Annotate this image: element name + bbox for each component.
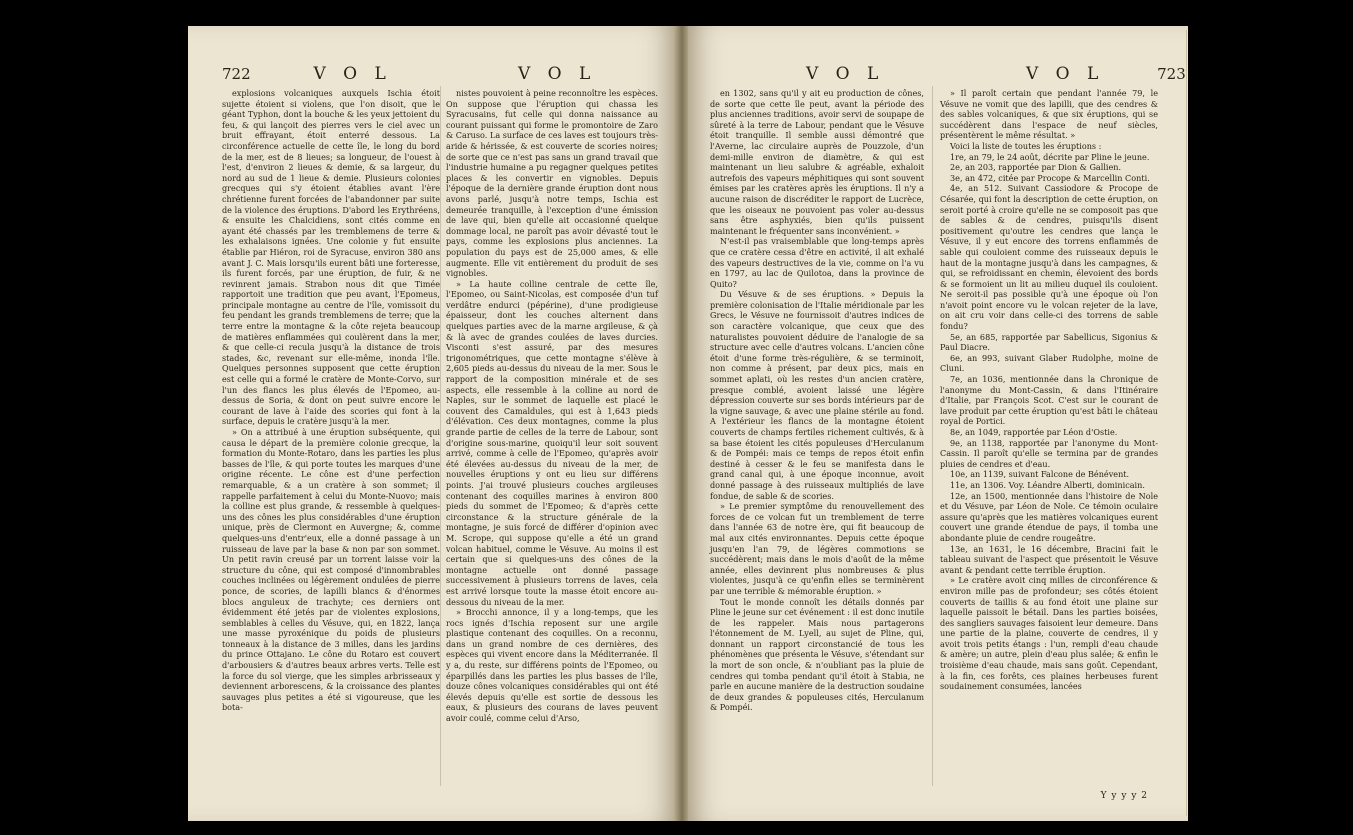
text-paragraph: 10e, an 1139, suivant Falcone de Bénévent. xyxy=(950,469,1130,480)
right-column-1 xyxy=(710,88,924,713)
right-page xyxy=(688,26,1188,821)
column-divider xyxy=(440,86,441,786)
right-page-header xyxy=(1026,64,1186,84)
text-paragraph: 4e, an 512. Suivant Cassiodore & Procope de Césarée, qui font la description de cette éruption, on seroit porté à croire qu'elle ne se composoit pas que de sables & de cendres, puisqu'ils disent positivement qu'outre les cendres que lança le Vésuve, il y eut encore des torrens enflammés de sable qui couloient comme des ruisseaux depuis le haut de la montagne jusqu'à dans les campagnes, & qui, se refroidissant en chemin, élevoient des bords & se formoient un lit au milieu duquel ils couloient. Ne seroit-il pas possible qu'à une époque où l'on n'avoit point encore vu le volcan rejeter de la lave, on ait cru voir dans celle-ci des torrens de sable fondu? xyxy=(940,183,1158,332)
text-paragraph: nistes pouvoient à peine reconnoître les espèces. On suppose que l'éruption qui chassa les Syracusains, fut celle qui donna naissance au courant puissant qui forme le promontoire de Zaro & Caruso. La surface de ces laves est toujours très-aride & hérissée, & est couverte de scories noires; de sorte que ce n'est pas sans un grand travail que l'industrie humaine a pu regagner quelques petites places & les convertir en vignobles. Depuis l'époque de la dernière grande éruption dont nous avons parlé, jusqu'à notre temps, Ischia est demeurée tranquille, à l'exception d'une émission de lave qui, bien qu'elle ait occasionné quelque dommage local, ne paroît pas avoir dévasté tout le pays, comme les explosions plus anciennes. La population du pays est de 25,000 ames, & elle augmente. Elle vit entièrement du produit de ses vignobles. xyxy=(446,88,658,279)
left-column-1 xyxy=(222,88,440,713)
right-header-title-2: V O L xyxy=(1026,64,1105,84)
text-paragraph: Voici la liste de toutes les éruptions : xyxy=(950,140,1102,151)
text-paragraph: 11e, an 1306. Voy. Léandre Alberti, dominicain. xyxy=(950,479,1145,490)
text-paragraph: » La haute colline centrale de cette île, l'Epomeo, ou Saint-Nicolas, est composée d'un tuf verdâtre endurci (pépérine), d'une prodigieuse épaisseur, dont les couches alternent dans quelques parties avec de la marne argileuse, & çà & là avec de grandes coulées de laves durcies. Visconti s'est assuré, par des mesures trigonométriques, que cette montagne s'élève à 2,605 pieds au-dessus du niveau de la mer. Sous le rapport de la composition minérale et de ses aspects, elle ressemble à la colline au nord de Naples, sur le sommet de laquelle est placé le couvent des Camaldules, qui est à 1,643 pieds d'élévation. Ces deux montagnes, comme la plus grande partie de celles de la terre de Labour, sont d'origine sous-marine, quoiqu'il leur soit souvent arrivé, comme à celle de l'Epomeo, qu'après avoir été élevées au-dessus du niveau de la mer, de nouvelles éruptions y ont eu lieu sur différens points. J'ai trouvé plusieurs couches argileuses contenant des coquilles marines à environ 800 pieds du sommet de l'Epomeo; & d'après cette circonstance & la structure générale de la montagne, je suis forcé de différer d'opinion avec M. Scrope, qui suppose qu'elle a été un grand volcan habituel, comme le Vésuve. Au moins il est certain que si quelques-uns des cônes de la montagne actuelle ont donné passage successivement à plusieurs torrens de laves, cela est arrivé lorsque toute la masse étoit encore au-dessous du niveau de la mer. xyxy=(446,278,658,607)
text-paragraph: 2e, an 203, rapportée par Dion & Gallien. xyxy=(950,162,1122,173)
text-paragraph: Tout le monde connoît les détails donnés par Pline le jeune sur cet événement : il est donc inutile de les rappeler. Mais nous partagerons l'étonnement de M. Lyell, au sujet de Pline, qui, donnant un rapport circonstancié de tous les phénomènes que présenta le Vésuve, s'étendant sur la mort de son oncle, & n'oubliant pas la pluie de cendres qui tomba pendant qu'il étoit à Stabia, ne parle en aucune manière de la destruction soudaine de deux grandes & populeuses cités, Herculanum & Pompéi. xyxy=(710,596,924,713)
text-paragraph: 1re, an 79, le 24 août, décrite par Pline le jeune. xyxy=(950,151,1150,162)
right-page-number: 723 xyxy=(1157,65,1186,83)
text-paragraph: 7e, an 1036, mentionnée dans la Chronique de l'anonyme du Mont-Cassin, & dans l'Itinéraire d'Italie, par François Scot. C'est sur le courant de lave produit par cette éruption qu'est bâti le château royal de Portici. xyxy=(940,374,1158,427)
text-paragraph: N'est-il pas vraisemblable que long-temps après que ce cratère cessa d'être en activité, il ait exhalé des vapeurs destructives de la vie, comme on l'a vu en 1797, au lac de Quilotoa, dans la province de Quito? xyxy=(710,236,924,289)
left-header-title-1: V O L xyxy=(313,64,392,84)
open-book xyxy=(188,26,1188,821)
page-signature: Y y y y 2 xyxy=(1100,791,1148,801)
text-paragraph: 8e, an 1049, rapportée par Léon d'Ostie. xyxy=(950,427,1118,437)
text-paragraph: 6e, an 993, suivant Glaber Rudolphe, moine de Cluni. xyxy=(940,352,1158,374)
right-header-title-1: V O L xyxy=(806,64,885,84)
text-paragraph: 13e, an 1631, le 16 décembre, Bracini fait le tableau suivant de l'aspect que présentoit le Vésuve avant & pendant cette terrible éruption. xyxy=(940,543,1158,575)
left-page xyxy=(188,26,676,821)
text-paragraph: 12e, an 1500, mentionnée dans l'histoire de Nole et du Vésuve, par Léon de Nole. Ce témoin oculaire assure qu'après que les matières volcaniques eurent couvert une grande étendue de pays, il tomba une abondante pluie de cendre rougeâtre. xyxy=(940,490,1158,543)
text-paragraph: 9e, an 1138, rapportée par l'anonyme du Mont-Cassin. Il paroît qu'elle se termina par de grandes pluies de cendres et d'eau. xyxy=(940,437,1158,469)
text-paragraph: explosions volcaniques auxquels Ischia étoit sujette étoient si violens, que l'on disoit, que le géant Typhon, dont la bouche & les yeux jettoient du feu, & qui lançoit des pierres vers le ciel avec un bruit effrayant, étoit enterré dessous. La circonférence actuelle de cette île, le long du bord de la mer, est de 8 lieues; sa longueur, de l'ouest à l'est, d'environ 2 lieues & demie, & sa largeur, du nord au sud de 1 lieue & demie. Plusieurs colonies grecques qui s'y étoient établies avant l'ère chrétienne furent forcées de l'abandonner par suite de la violence des éruptions. D'abord les Erythréens, & ensuite les Chalcidiens, sont cités comme en ayant été chassés par les tremblemens de terre & les exhalaisons ignées. Une colonie y fut ensuite établie par Hiéron, roi de Syracuse, environ 380 ans avant J. C. Mais lorsqu'ils eurent bâti une forteresse, ils furent forcés, par une éruption, de fuir, & ne revinrent jamais. Strabon nous dit que Timée rapportoit une tradition que peu avant, l'Epomeus, principale montagne au centre de l'île, vomissoit du feu pendant les grands tremblemens de terre; que la terre entre la montagne & la côte rejeta beaucoup de matières enflammées qui coulèrent dans la mer, & que celle-ci recula jusqu'à la distance de trois stades, &c, revenant sur elle-même, inonda l'île. Quelques personnes supposent que cette éruption est celle qui a formé le cratère de Monte-Corvo, sur l'un des flancs les plus élevés de l'Epomeo, au-dessus de Soria, & dont on peut suivre encore le courant de lave à l'aide des scories qui font à la surface, depuis le cratère jusqu'à la mer. xyxy=(222,88,440,427)
left-page-number: 722 xyxy=(222,65,251,83)
column-divider-right xyxy=(932,86,933,786)
text-paragraph: » Le cratère avoit cinq milles de circonférence & environ mille pas de profondeur; ses côtés étoient couverts de taillis & au fond étoit une plaine sur laquelle paissoit le bétail. Dans les parties boisées, des sangliers sauvages faisoient leur demeure. Dans une partie de la plaine, couverte de cendres, il y avoit trois petits étangs : l'un, rempli d'eau chaude & amère; un autre, plein d'eau plus salée; & enfin le troisième d'eau chaude, mais sans goût. Cependant, à la fin, ces forêts, ces plaines herbeuses furent soudainement consumées, lancées xyxy=(940,575,1158,692)
text-paragraph: 3e, an 472, citée par Procope & Marcellin Conti. xyxy=(950,172,1150,183)
text-paragraph: » Il paroît certain que pendant l'année 79, le Vésuve ne vomit que des lapilli, que des cendres & des sables volcaniques, & que six éruptions, qui se succédèrent dans l'espace de neuf siècles, présentèrent le même résultat. » xyxy=(940,88,1158,141)
left-column-2 xyxy=(446,88,658,724)
text-paragraph: 5e, an 685, rapportée par Sabellicus, Sigonius & Paul Diacre. xyxy=(940,331,1158,353)
text-paragraph: » Le premier symptôme du renouvellement des forces de ce volcan fut un tremblement de terre dans l'année 63 de notre ère, qui fit beaucoup de mal aux cités environnantes. Depuis cette époque jusqu'en l'an 79, de légères commotions se succédèrent; mais dans le mois d'août de la même année, elles devinrent plus nombreuses & plus violentes, jusqu'à ce qu'enfin elles se terminèrent par une terrible & mémorable éruption. » xyxy=(710,501,924,596)
right-column-2 xyxy=(940,88,1158,692)
text-paragraph: » On a attribué à une éruption subséquente, qui causa le départ de la première colonie grecque, la formation du Monte-Rotaro, dans les parties les plus basses de l'île, & qui porte toutes les marques d'une origine récente. Le cône est d'une perfection remarquable, & a un cratère à son sommet; il rappelle parfaitement à celui du Monte-Nuovo; mais la colline est plus grande, & ressemble à quelques-uns des cônes les plus considérables d'une éruption unique, près de Clermont en Auvergne; &, comme quelques-uns d'entr'eux, elle a donné passage à un ruisseau de lave par la base & non par son sommet. Un petit ravin creusé par un torrent laisse voir la structure du cône, qui est composé d'innombrables couches inclinées ou légèrement ondulées de pierre ponce, de scories, de lapilli blancs & d'énormes blocs anguleux de trachyte; ces derniers ont évidemment été jetés par de violentes explosions, semblables à celles du Vésuve, qui, en 1822, lança une masse pyroxénique du poids de plusieurs tonneaux à la distance de 3 milles, dans les jardins du prince Ottajano. Le cône du Rotaro est couvert d'arbousiers & d'autres beaux arbres verts. Telle est la force du sol vierge, que les simples arbrisseaux y deviennent arborescens, & la croissance des plantes sauvages plus petites a été si vigoureuse, que les bota- xyxy=(222,427,440,713)
left-page-header xyxy=(222,64,392,84)
text-paragraph: » Brocchi annonce, il y a long-temps, que les rocs ignés d'Ischia reposent sur une argile plastique contenant des coquilles. On a reconnu, dans un grand nombre de ces dernières, des espèces qui vivent encore dans la Méditerranée. Il y a, du reste, sur différens points de l'Epomeo, ou éparpillés dans les parties les plus basses de l'île, douze cônes volcaniques considérables qui ont été élevés depuis qu'elle est sortie de dessous les eaux, & plusieurs des courans de laves peuvent avoir coulé, comme celui d'Arso, xyxy=(446,607,658,724)
left-header-title-2: V O L xyxy=(518,64,597,84)
page-edges xyxy=(1186,30,1188,816)
text-paragraph: en 1302, sans qu'il y ait eu production de cônes, de sorte que cette île peut, avant la période des plus anciennes traditions, avoir servi de soupape de sûreté à la terre de Labour, pendant que le Vésuve étoit tranquille. Il semble aussi démontré que l'Averne, lac circulaire auprès de Pouzzole, d'un demi-mille environ de diamètre, & qui est maintenant un lieu salubre & agréable, exhaloit autrefois des vapeurs méphitiques qui sont souvent émises par les cratères après les éruptions. Il n'y a aucune raison de discréditer le rapport de Lucrèce, que les oiseaux ne pouvoient pas voler au-dessus sans être asphyxiés, bien qu'ils puissent maintenant le fréquenter sans inconvénient. » xyxy=(710,88,924,236)
text-paragraph: Du Vésuve & de ses éruptions. » Depuis la première colonisation de l'Italie méridionale par les Grecs, le Vésuve ne fournissoit d'autres indices de son caractère volcanique, que ceux que des naturalistes pouvoient déduire de l'analogie de sa structure avec celle d'autres volcans. L'ancien cône étoit d'une forme très-régulière, & se terminoit, non comme à présent, par deux pics, mais en sommet aplati, où les restes d'un ancien cratère, presque comblé, avoient laissé une légère dépression couverte sur ses bords intérieurs par de la vigne sauvage, & avec une plaine stérile au fond. A l'extérieur les flancs de la montagne étoient couverts de champs fertiles richement cultivés, & à sa base étoient les cités populeuses d'Herculanum & de Pompéi: mais ce temps de repos étoit enfin destiné à cesser & le feu se manifesta dans le grand canal qui, à une époque inconnue, avoit donné passage à des ruisseaux multipliés de lave fondue, de sable & de scories. xyxy=(710,289,924,501)
